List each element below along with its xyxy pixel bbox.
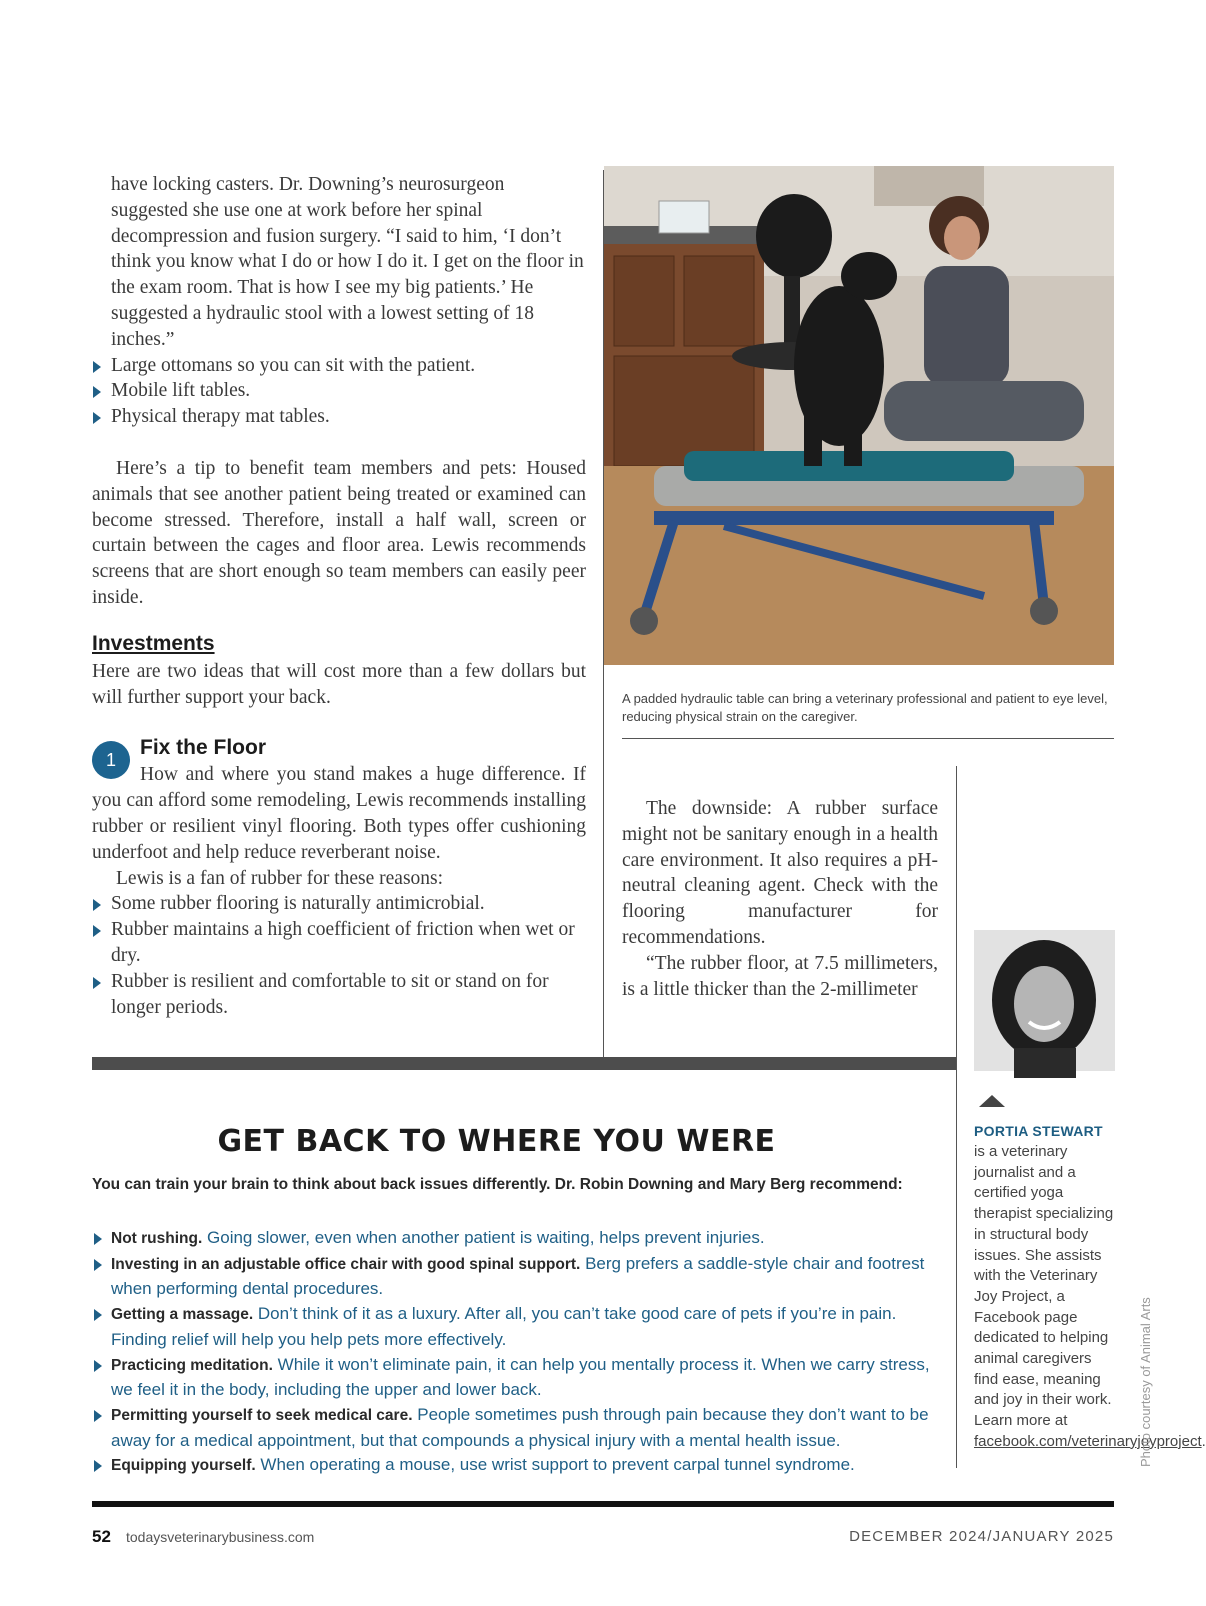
item-lead: Practicing meditation. (111, 1356, 273, 1374)
list-item (92, 1453, 942, 1479)
author-portrait (974, 930, 1115, 1071)
page-number: 52 (92, 1527, 111, 1546)
item-desc: Don’t think of it as a luxury. After all, you can’t take good care of pets if you’re in pain. Finding relief will help you help pets more effectively. (111, 1304, 897, 1349)
continued-bullet-text: have locking casters. Dr. Downing’s neurosurgeon suggested she use one at work before her spinal decompression and fusion surgery. “I said to him, ‘I don’t think you know what I do or how I do it. I get on the floor in the exam room. That is how I see my big patients.’ He suggested a hydraulic stool with a lowest setting of 18 inches.” (111, 174, 584, 350)
list-item: Some rubber flooring is naturally antimicrobial. (92, 891, 586, 917)
list-item: Rubber is resilient and comfortable to sit or stand on for longer periods. (92, 969, 586, 1021)
photo-illustration (604, 166, 1114, 665)
box-intro: You can train your brain to think about back issues differently. Dr. Robin Downing and Mary Berg recommend: (92, 1176, 903, 1193)
number-badge: 1 (92, 741, 130, 779)
footer-rule (92, 1501, 1114, 1507)
section-heading: Investments (92, 631, 215, 655)
item-lead: Not rushing. (111, 1230, 203, 1247)
facebook-link[interactable]: facebook.com/veterinaryjoyproject (974, 1432, 1202, 1450)
author-bio: is a veterinary journalist and a certified yoga therapist specializing in structural body issues. She assists with the Veterinary Joy Project, a Facebook page dedicated to helping animal caregivers find ease, meaning and joy in their work. Learn more at facebook.com/veterinaryjoyproject. (974, 1143, 1206, 1450)
middle-column (622, 796, 938, 1002)
downside-paragraph: The downside: A rubber surface might not be sanitary enough in a health care environment. It also requires a pH-neutral cleaning agent. Check with the flooring manufacturer for recommendations. (622, 798, 938, 948)
item-lead: Getting a massage. (111, 1306, 254, 1324)
photo-caption: A padded hydraulic table can bring a veterinary professional and patient to eye level, reducing physical strain on the caregiver. (622, 691, 1108, 724)
list-item: Mobile lift tables. (92, 378, 586, 404)
caption-rule (622, 738, 1114, 739)
box-top-bar (92, 1057, 956, 1070)
site-link[interactable]: todaysveterinarybusiness.com (126, 1529, 315, 1545)
list-item (92, 1252, 942, 1302)
triangle-up-icon (979, 1095, 1005, 1107)
subsection-header (92, 734, 586, 771)
quote-paragraph: “The rubber floor, at 7.5 millimeters, is a little thicker than the 2-millimeter (622, 952, 938, 1000)
item-desc: Going slower, even when another patient is waiting, helps prevent injuries. (207, 1228, 765, 1247)
list-item: Rubber maintains a high coefficient of friction when wet or dry. (92, 917, 586, 969)
item-desc: While it won’t eliminate pain, it can help you mentally process it. When we carry stress, we feel it in the body, including the upper and lower back. (111, 1354, 930, 1400)
tip-paragraph: Here’s a tip to benefit team members and pets: Housed animals that see another patient being treated or examined can become stressed. Therefore, install a half wall, screen or curtain between the cages and floor area. Lewis recommends screens that are short enough so team members can easily peer inside. (92, 457, 586, 608)
author-bio-text: is a veterinary journalist and a certified yoga therapist specializing in structural body issues. She assists with the Veterinary Joy Project, a Facebook page dedicated to helping animal caregivers find ease, meaning and joy in their work. Learn more at (974, 1143, 1114, 1430)
list-item (92, 1302, 942, 1352)
author-photo (974, 930, 1115, 1071)
author-name: PORTIA STEWART (974, 1123, 1103, 1139)
photo-credit: Photo courtesy of Animal Arts (1138, 1297, 1153, 1467)
list-item (92, 1403, 942, 1453)
floor-paragraph: How and where you stand makes a huge difference. If you can afford some remodeling, Lewis recommends installing rubber or resilient vinyl flooring. Both types offer cushioning underfoot and help reduce reverberant noise. (92, 764, 586, 863)
item-desc: When operating a mouse, use wrist support to prevent carpal tunnel syndrome. (260, 1455, 855, 1475)
item-lead: Permitting yourself to seek medical care. (111, 1406, 413, 1424)
list-item (92, 1226, 942, 1252)
rubber-intro: Lewis is a fan of rubber for these reasons: (116, 867, 444, 889)
item-lead: Investing in an adjustable office chair with good spinal support. (111, 1255, 581, 1273)
item-lead: Equipping yourself. (111, 1457, 256, 1475)
article-photo (604, 166, 1114, 665)
item-desc: Berg prefers a saddle-style chair and footrest when performing dental procedures. (111, 1253, 925, 1299)
box-title: GET BACK TO WHERE YOU WERE (217, 1124, 776, 1159)
issue-date: DECEMBER 2024/JANUARY 2025 (849, 1528, 1114, 1545)
tips-list (92, 1226, 942, 1479)
sidebar-rule (956, 766, 957, 1468)
section-intro: Here are two ideas that will cost more than a few dollars but will further support your back. (92, 660, 586, 708)
list-item: Large ottomans so you can sit with the patient. (92, 353, 586, 379)
subsection-title: Fix the Floor (140, 736, 266, 760)
list-item: Physical therapy mat tables. (92, 404, 586, 430)
item-desc: People sometimes push through pain because they don’t want to be away for a medical appointment, but that compounds a physical injury with a mental health issue. (111, 1404, 929, 1450)
left-column (92, 172, 586, 1020)
list-item (92, 1353, 942, 1403)
